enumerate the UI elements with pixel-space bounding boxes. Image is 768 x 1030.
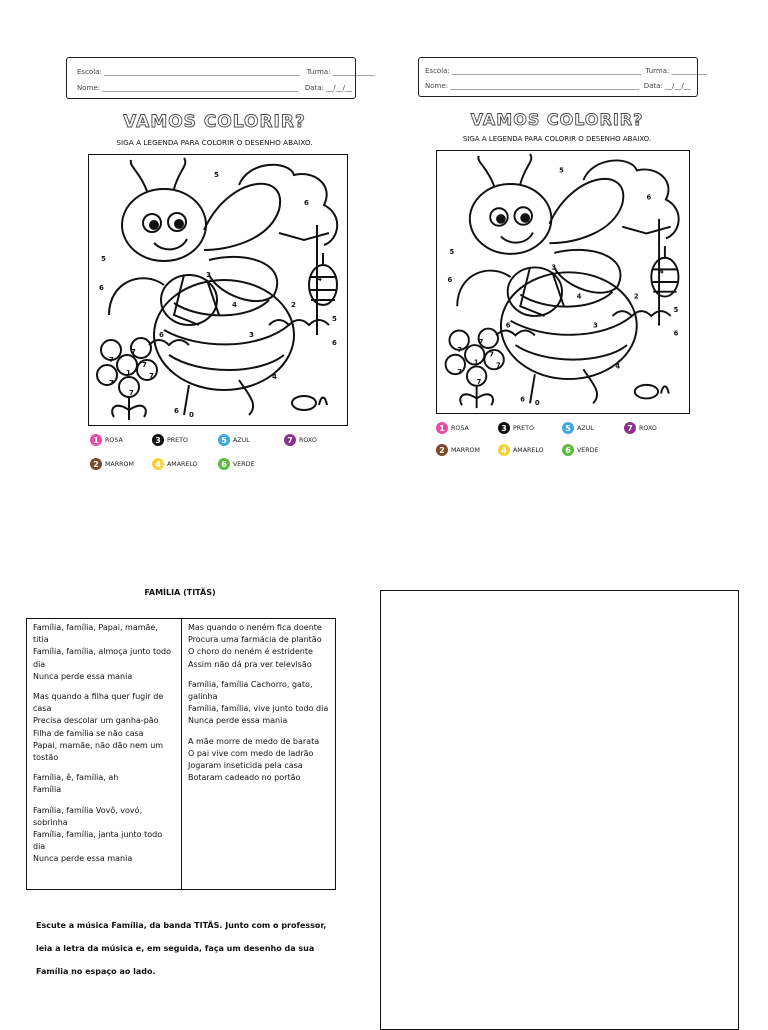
coloring-worksheet-right — [412, 44, 707, 462]
legend-dot: 3 — [152, 434, 164, 446]
region-number: 7 — [149, 372, 154, 380]
lyrics-stanza — [188, 679, 329, 728]
instruction-line: Família no espaço ao lado. — [36, 967, 156, 976]
legend-dot: 7 — [284, 434, 296, 446]
song-title: FAMÍLIA (TITÃS) — [144, 588, 216, 597]
family-drawing-area[interactable] — [380, 590, 739, 1030]
region-number: 5 — [449, 247, 455, 256]
legend-item-amarelo: 4 AMARELO — [152, 458, 198, 470]
region-number: 0 — [534, 399, 540, 408]
region-number: 1 — [473, 358, 479, 367]
region-number: 4 — [615, 362, 621, 371]
legend-dot: 4 — [152, 458, 164, 470]
region-number: 3 — [551, 263, 557, 272]
lyrics-line: Papai, mamãe, não dão nem um tostão — [33, 740, 164, 763]
lyrics-line: Mas quando o neném fica doente — [188, 623, 322, 632]
lyrics-line: Precisa descolar um ganha-pão — [33, 716, 159, 726]
lyrics-stanza — [188, 736, 329, 785]
region-number: 3 — [206, 271, 211, 279]
legend-dot: 3 — [498, 422, 510, 434]
region-number: 6 — [174, 407, 179, 415]
lyrics-stanza — [188, 622, 329, 671]
legend-dot: 2 — [436, 444, 448, 456]
legend-dot: 5 — [562, 422, 574, 434]
legend-dot: 5 — [218, 434, 230, 446]
lyrics-line: Família, família Cachorro, gato, galinha — [188, 679, 313, 702]
region-number: 3 — [249, 331, 254, 339]
legend-item-marrom: 2 MARROM — [436, 444, 480, 456]
region-number: 4 — [576, 292, 582, 301]
lyrics-line: Família — [33, 785, 62, 795]
lyrics-line: O choro do neném é estridente — [188, 647, 313, 657]
legend-item-verde: 6 VERDE — [218, 458, 255, 470]
student-info-box — [418, 57, 707, 97]
school-field: Escola: ______________________________________________________ Turma: __________ — [425, 67, 707, 75]
region-number: 2 — [291, 301, 296, 309]
region-number: 6 — [673, 329, 679, 338]
region-number: 6 — [520, 395, 526, 404]
region-number: 5 — [214, 171, 219, 179]
region-number: 5 — [559, 166, 564, 175]
color-legend — [436, 420, 696, 460]
region-number: 5 — [101, 255, 106, 263]
lyrics-line: Nunca perde essa mania — [33, 854, 133, 864]
legend-dot: 7 — [624, 422, 636, 434]
coloring-worksheet-left — [66, 44, 375, 480]
bee-coloring-picture — [88, 154, 348, 426]
lyrics-line: Nunca perde essa mania — [33, 671, 133, 681]
lyrics-line: A mãe morre de medo de barata — [188, 736, 320, 746]
worksheet-title: VAMOS COLORIR? — [123, 112, 306, 132]
lyrics-line: Família, família, Papai, mamãe, titia — [33, 623, 158, 645]
lyrics-line: Botaram cadeado no portão — [188, 773, 301, 783]
legend-item-azul: 5 AZUL — [562, 422, 594, 434]
lyrics-line: Procura uma farmácia de plantão — [188, 635, 322, 645]
lyrics-line: Nunca perde essa mania — [188, 716, 288, 726]
region-number: 2 — [633, 292, 639, 301]
region-number: 7 — [142, 361, 147, 369]
instruction-line: Escute a música Família, da banda TITÃS. Junto com o professor, — [36, 921, 327, 930]
legend-item-marrom: 2 MARROM — [90, 458, 134, 470]
legend-item-preto: 3 PRETO — [152, 434, 188, 446]
lyrics-stanza — [33, 772, 175, 796]
region-number: 0 — [189, 411, 194, 419]
lyrics-line: Assim não dá pra ver televisão — [188, 659, 312, 669]
legend-dot: 6 — [562, 444, 574, 456]
color-legend — [90, 432, 350, 476]
school-field: Escola: ________________________________________________________ Turma: ____________ — [77, 68, 375, 76]
region-number: 4 — [659, 267, 664, 276]
lyrics-line: O pai vive com medo de ladrão — [188, 748, 314, 758]
legend-item-roxo: 7 ROXO — [284, 434, 317, 446]
region-number: 7 — [109, 379, 114, 387]
legend-item-verde: 6 VERDE — [562, 444, 599, 456]
lyrics-stanza — [33, 622, 175, 683]
lyrics-column-left — [27, 619, 181, 889]
lyrics-line: Família, ê, família, ah — [33, 773, 119, 783]
lyrics-line: Filha de família se não casa — [33, 728, 144, 738]
region-number: 7 — [496, 361, 501, 370]
worksheet-title: VAMOS COLORIR? — [470, 110, 644, 129]
lyrics-column-right — [181, 619, 335, 889]
legend-dot: 1 — [436, 422, 448, 434]
legend-item-preto: 3 PRETO — [498, 422, 534, 434]
region-number: 7 — [129, 389, 134, 397]
lyrics-line: Família, família Vovô, vovó, sobrinha — [33, 805, 143, 827]
lyrics-line: Jogaram inseticida pela casa — [188, 761, 303, 771]
name-field: Nome: ________________________________________________________ Data: __/__/__ — [77, 84, 352, 92]
region-number: 7 — [457, 345, 462, 354]
bee-drawing — [437, 151, 689, 413]
name-field: Nome: ______________________________________________________ Data: __/__/__ — [425, 82, 691, 90]
activity-instructions — [36, 914, 346, 983]
bee-coloring-picture — [436, 150, 690, 414]
lyrics-line: Família, família, janta junto todo dia — [33, 830, 163, 852]
legend-dot: 6 — [218, 458, 230, 470]
legend-item-azul: 5 AZUL — [218, 434, 250, 446]
region-number: 7 — [476, 377, 482, 386]
region-number: 6 — [159, 331, 164, 339]
legend-item-amarelo: 4 AMARELO — [498, 444, 544, 456]
legend-item-roxo: 7 ROXO — [624, 422, 657, 434]
legend-item-rosa: 1 ROSA — [90, 434, 123, 446]
legend-dot: 1 — [90, 434, 102, 446]
region-number: 7 — [457, 368, 462, 377]
student-info-box — [66, 57, 375, 99]
lyrics-line: Família, família, vive junto todo dia — [188, 704, 329, 714]
legend-item-rosa: 1 ROSA — [436, 422, 469, 434]
region-number: 6 — [99, 284, 104, 292]
lyrics-line: Família, família, almoça junto todo dia — [33, 647, 171, 669]
region-number: 6 — [505, 321, 511, 330]
region-number: 7 — [131, 348, 136, 356]
region-number: 1 — [126, 369, 131, 377]
region-number: 4 — [232, 301, 237, 309]
region-number: 4 — [317, 275, 322, 283]
worksheet-subtitle: SIGA A LEGENDA PARA COLORIR O DESENHO ABAIXO. — [462, 135, 652, 143]
region-number: 7 — [109, 356, 114, 364]
lyrics-stanza — [33, 691, 175, 764]
region-number: 7 — [478, 338, 484, 347]
region-number: 5 — [673, 306, 679, 315]
region-number: 6 — [447, 276, 453, 284]
lyrics-stanza — [33, 805, 175, 866]
worksheet-subtitle: SIGA A LEGENDA PARA COLORIR O DESENHO ABAIXO. — [116, 138, 313, 147]
legend-dot: 4 — [498, 444, 510, 456]
song-lyrics-box — [26, 618, 336, 890]
region-number: 7 — [489, 350, 494, 359]
region-number: 6 — [332, 339, 337, 347]
region-number: 5 — [332, 315, 337, 323]
region-number: 6 — [304, 199, 309, 207]
legend-dot: 2 — [90, 458, 102, 470]
lyrics-line: Mas quando a filha quer fugir de casa — [33, 692, 164, 714]
instruction-line: leia a letra da música e, em seguida, faça um desenho da sua — [36, 944, 315, 953]
region-number: 4 — [272, 373, 277, 381]
region-number: 6 — [646, 193, 652, 202]
region-number: 3 — [593, 321, 598, 330]
bee-drawing — [89, 155, 347, 425]
